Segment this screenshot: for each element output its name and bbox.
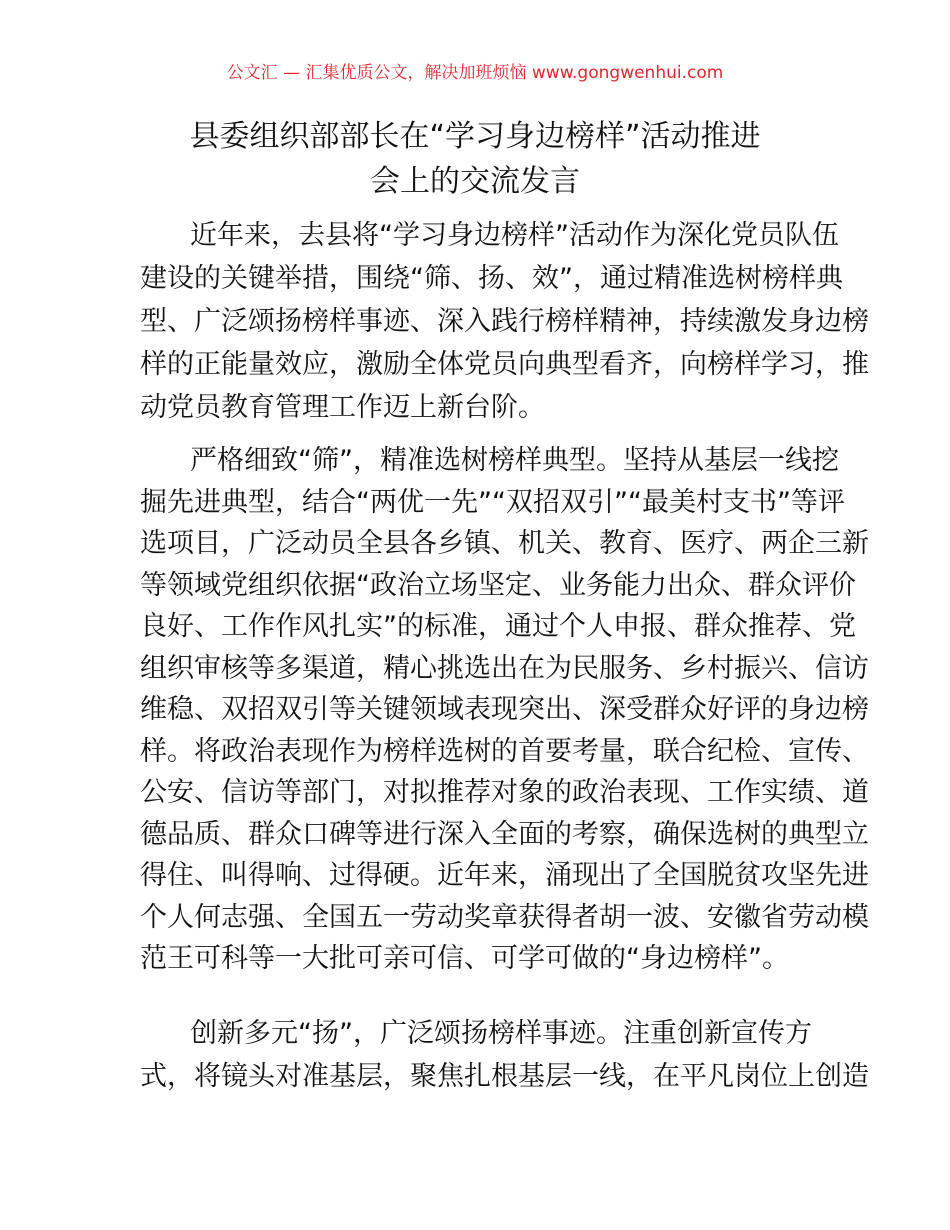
- paragraph-line: 严格细致“筛”，精准选树榜样典型。坚持从基层一线挖: [190, 445, 839, 476]
- paragraph-line: 样。将政治表现作为榜样选树的首要考量，联合纪检、宣传、: [140, 735, 869, 767]
- paragraph: [140, 440, 869, 980]
- paragraph-line: 个人何志强、全国五一劳动奖章获得者胡一波、安徽省劳动模: [140, 901, 869, 933]
- paragraph-line: 等领域党组织依据“政治立场坚定、业务能力出众、群众评价: [140, 569, 856, 601]
- paragraph-line: 德品质、群众口碑等进行深入全面的考察，确保选树的典型立: [140, 818, 869, 850]
- document-title: [120, 114, 830, 204]
- paragraph-line: 创新多元“扬”，广泛颂扬榜样事迹。注重创新宣传方: [190, 1017, 812, 1049]
- paragraph-line: 掘先进典型，结合“两优一先”“双招双引”“最美村支书”等评: [140, 486, 845, 518]
- document-body: [140, 214, 869, 1109]
- paragraph-line: 公安、信访等部门，对拟推荐对象的政治表现、工作实绩、道: [140, 777, 869, 808]
- paragraph: [140, 214, 869, 429]
- paragraph-line: 式，将镜头对准基层，聚焦扎根基层一线，在平凡岗位上创造: [140, 1060, 869, 1092]
- paragraph-line: 选项目，广泛动员全县各乡镇、机关、教育、医疗、两企三新: [140, 528, 869, 559]
- paragraph-line: 良好、工作作风扎实”的标准，通过个人申报、群众推荐、党: [140, 611, 856, 642]
- title-line: 县委组织部部长在“学习身边榜样”活动推进: [189, 119, 761, 154]
- paragraph-line: 型、广泛颂扬榜样事迹、深入践行榜样精神，持续激发身边榜: [140, 306, 869, 337]
- title-line: 会上的交流发言: [370, 164, 580, 199]
- paragraph-line: 组织审核等多渠道，精心挑选出在为民服务、乡村振兴、信访: [140, 652, 869, 684]
- paragraph-line: 样的正能量效应，激励全体党员向典型看齐，向榜样学习，推: [140, 349, 869, 380]
- paragraph-line: 近年来，去县将“学习身边榜样”活动作为深化党员队伍: [190, 220, 839, 251]
- paragraph-line: 维稳、双招双引等关键领域表现突出、深受群众好评的身边榜: [140, 694, 869, 725]
- paragraph-line: 得住、叫得响、过得硬。近年来，涌现出了全国脱贫攻坚先进: [140, 860, 869, 891]
- paragraph-line: 建设的关键举措，围绕“筛、扬、效”，通过精准选树榜样典: [140, 263, 843, 294]
- paragraph: [140, 1012, 869, 1098]
- paragraph-line: 范王可科等一大批可亲可信、可学可做的“身边榜样”。: [140, 943, 789, 974]
- paragraph-line: 动党员教育管理工作迈上新台阶。: [140, 392, 545, 423]
- watermark-header: 公文汇 — 汇集优质公文，解决加班烦恼 www.gongwenhui.com: [226, 63, 724, 83]
